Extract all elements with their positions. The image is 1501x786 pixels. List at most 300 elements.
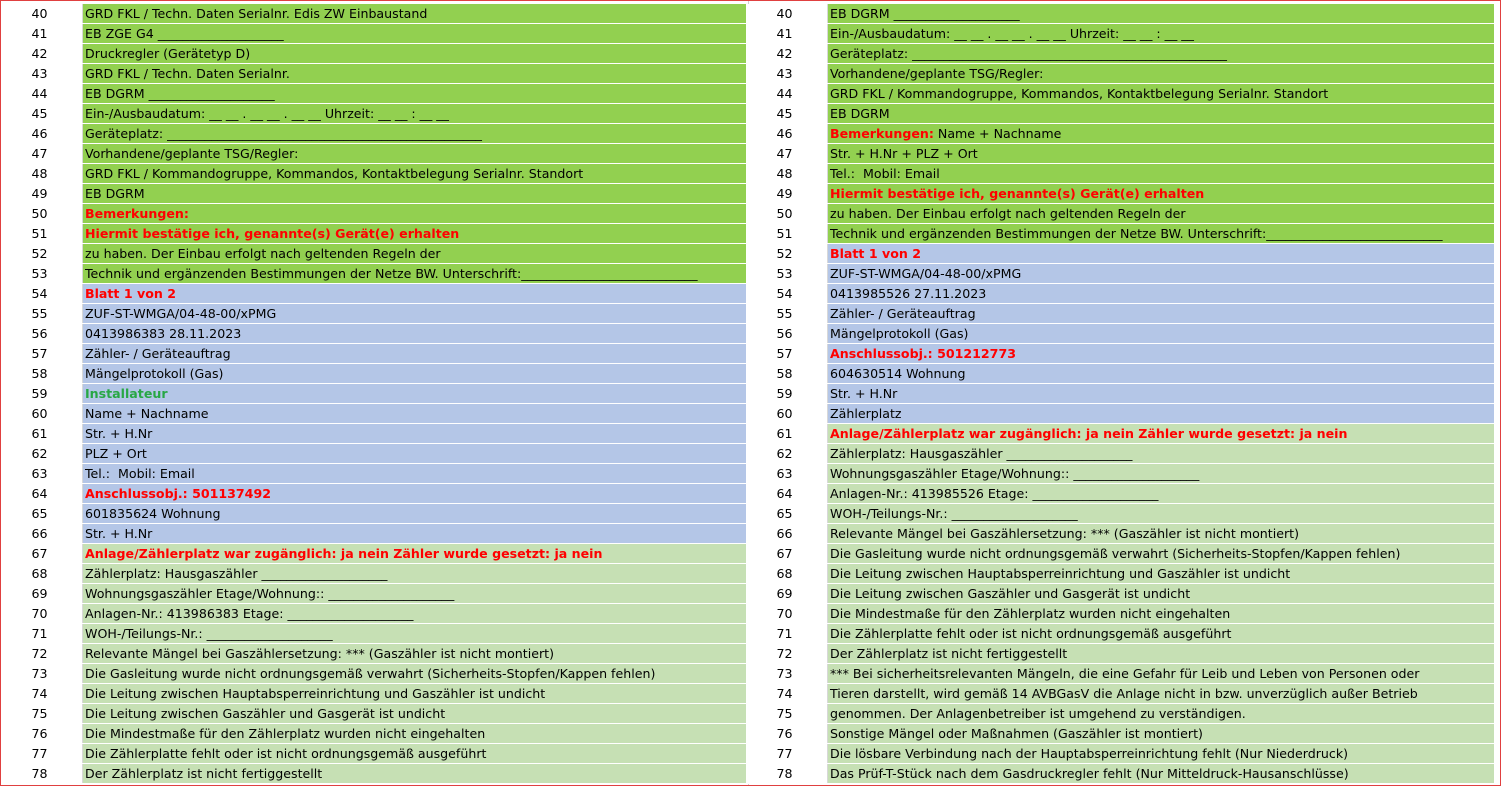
table-cell[interactable] <box>828 684 1494 703</box>
cell-text: 0413986383 28.11.2023 <box>85 326 242 341</box>
table-row[interactable] <box>746 64 1494 84</box>
table-cell[interactable] <box>83 744 749 763</box>
table-cell[interactable] <box>83 464 749 483</box>
cell-text: Name + Nachname <box>933 126 1062 141</box>
table-cell[interactable] <box>828 424 1494 443</box>
table-cell[interactable] <box>828 704 1494 723</box>
cell-text: EB ZGE G4 ____________________ <box>85 26 284 41</box>
cell-text: Str. + H.Nr <box>830 386 898 401</box>
table-row[interactable] <box>1 184 749 204</box>
table-row[interactable] <box>1 684 749 704</box>
cell-text: Zähler- / Geräteauftrag <box>85 346 231 361</box>
row-number[interactable]: 71 <box>1 624 83 643</box>
table-row[interactable] <box>746 584 1494 604</box>
row-number[interactable]: 62 <box>746 444 828 463</box>
table-row[interactable] <box>1 304 749 324</box>
row-number[interactable]: 64 <box>746 484 828 503</box>
table-row[interactable] <box>746 424 1494 444</box>
cell-text: Tieren darstellt, wird gemäß 14 AVBGasV die Anlage nicht in bzw. unverzüglich außer Betrieb <box>830 686 1418 701</box>
cell-text: Wohnungsgaszähler Etage/Wohnung:: ____________________ <box>85 586 455 601</box>
row-number[interactable]: 42 <box>1 44 83 63</box>
row-number[interactable]: 50 <box>1 204 83 223</box>
cell-text: Zähler- / Geräteauftrag <box>830 306 976 321</box>
row-number[interactable]: 61 <box>1 424 83 443</box>
table-cell[interactable] <box>83 384 749 403</box>
cell-text: Die Leitung zwischen Gaszähler und Gasgerät ist undicht <box>830 586 1191 601</box>
cell-text: Bemerkungen: <box>85 206 189 221</box>
table-cell[interactable] <box>83 444 749 463</box>
table-row[interactable] <box>746 744 1494 764</box>
row-number[interactable]: 68 <box>746 564 828 583</box>
table-cell[interactable] <box>828 404 1494 423</box>
row-number[interactable]: 42 <box>746 44 828 63</box>
row-number[interactable]: 66 <box>746 524 828 543</box>
table-row[interactable] <box>1 444 749 464</box>
table-cell[interactable] <box>83 44 749 63</box>
table-row[interactable] <box>1 524 749 544</box>
cell-text: 604630514 Wohnung <box>830 366 966 381</box>
table-cell[interactable] <box>828 544 1494 563</box>
table-row[interactable] <box>1 544 749 564</box>
table-row[interactable] <box>1 164 749 184</box>
table-cell[interactable] <box>828 764 1494 783</box>
table-row[interactable] <box>1 104 749 124</box>
cell-text: Blatt 1 von 2 <box>85 286 176 301</box>
cell-text: Blatt 1 von 2 <box>830 246 921 261</box>
cell-text: EB DGRM ____________________ <box>85 86 275 101</box>
cell-text: Relevante Mängel bei Gaszählersetzung: *** (Gaszähler ist nicht montiert) <box>830 526 1299 541</box>
row-number[interactable]: 54 <box>1 284 83 303</box>
table-cell[interactable] <box>83 504 749 523</box>
cell-text: Bemerkungen: <box>830 126 934 141</box>
table-cell[interactable] <box>828 284 1494 303</box>
table-cell[interactable] <box>828 144 1494 163</box>
cell-text: Name + Nachname <box>85 406 209 421</box>
table-cell[interactable] <box>83 404 749 423</box>
row-number[interactable]: 61 <box>746 424 828 443</box>
row-number[interactable]: 68 <box>1 564 83 583</box>
table-cell[interactable] <box>828 4 1494 23</box>
row-number[interactable]: 63 <box>1 464 83 483</box>
cell-text: Druckregler (Gerätetyp D) <box>85 46 251 61</box>
table-row[interactable] <box>746 44 1494 64</box>
cell-text: Zählerplatz <box>830 406 902 421</box>
table-cell[interactable] <box>83 764 749 783</box>
row-number[interactable]: 71 <box>746 624 828 643</box>
table-cell[interactable] <box>828 564 1494 583</box>
table-row[interactable] <box>746 84 1494 104</box>
table-row[interactable] <box>746 324 1494 344</box>
table-row[interactable] <box>1 384 749 404</box>
cell-text: GRD FKL / Kommandogruppe, Kommandos, Kontaktbelegung Serialnr. Standort <box>830 86 1329 101</box>
row-number[interactable]: 78 <box>746 764 828 783</box>
cell-text: Mängelprotokoll (Gas) <box>85 366 224 381</box>
table-cell[interactable] <box>83 524 749 543</box>
table-cell[interactable] <box>828 224 1494 243</box>
row-number[interactable]: 54 <box>746 284 828 303</box>
table-cell[interactable] <box>83 704 749 723</box>
row-number[interactable]: 77 <box>746 744 828 763</box>
row-number[interactable]: 63 <box>746 464 828 483</box>
row-number[interactable]: 55 <box>746 304 828 323</box>
cell-text: genommen. Der Anlagenbetreiber ist umgehend zu verständigen. <box>830 706 1246 721</box>
table-cell[interactable] <box>828 624 1494 643</box>
table-row[interactable] <box>1 744 749 764</box>
cell-text: Die Leitung zwischen Gaszähler und Gasgerät ist undicht <box>85 706 446 721</box>
table-cell[interactable] <box>828 584 1494 603</box>
table-cell[interactable] <box>83 264 749 283</box>
table-cell[interactable] <box>828 84 1494 103</box>
table-row[interactable] <box>1 664 749 684</box>
row-number[interactable]: 47 <box>1 144 83 163</box>
row-number[interactable]: 62 <box>1 444 83 463</box>
cell-text: Anlage/Zählerplatz war zugänglich: ja nein Zähler wurde gesetzt: ja nein <box>830 426 1348 441</box>
table-cell[interactable] <box>83 544 749 563</box>
table-cell[interactable] <box>828 464 1494 483</box>
row-number[interactable]: 43 <box>746 64 828 83</box>
row-number[interactable]: 60 <box>746 404 828 423</box>
row-number[interactable]: 43 <box>1 64 83 83</box>
table-row[interactable] <box>746 564 1494 584</box>
table-row[interactable] <box>1 24 749 44</box>
row-number[interactable]: 47 <box>746 144 828 163</box>
table-cell[interactable] <box>83 24 749 43</box>
table-row[interactable] <box>746 364 1494 384</box>
row-number[interactable]: 51 <box>746 224 828 243</box>
table-cell[interactable] <box>83 64 749 83</box>
table-row[interactable] <box>746 244 1494 264</box>
table-row[interactable] <box>746 24 1494 44</box>
table-row[interactable] <box>746 524 1494 544</box>
table-cell[interactable] <box>83 164 749 183</box>
table-row[interactable] <box>746 384 1494 404</box>
table-cell[interactable] <box>83 664 749 683</box>
cell-text: Zählerplatz: Hausgaszähler ____________________ <box>830 446 1133 461</box>
table-row[interactable] <box>1 484 749 504</box>
table-row[interactable] <box>1 224 749 244</box>
cell-text: Die Zählerplatte fehlt oder ist nicht ordnungsgemäß ausgeführt <box>85 746 487 761</box>
cell-text: Technik und ergänzenden Bestimmungen der Netze BW. Unterschrift:____________________________ <box>85 266 698 281</box>
cell-text: Die Leitung zwischen Hauptabsperreinrichtung und Gaszähler ist undicht <box>85 686 546 701</box>
table-row[interactable] <box>746 4 1494 24</box>
row-number[interactable]: 44 <box>1 84 83 103</box>
row-number[interactable]: 57 <box>1 344 83 363</box>
table-row[interactable] <box>1 324 749 344</box>
row-number[interactable]: 75 <box>1 704 83 723</box>
table-row[interactable] <box>1 504 749 524</box>
cell-text: EB DGRM ____________________ <box>830 6 1020 21</box>
cell-text: Hiermit bestätige ich, genannte(s) Gerät(e) erhalten <box>85 226 460 241</box>
table-row[interactable] <box>746 464 1494 484</box>
cell-text: Technik und ergänzenden Bestimmungen der Netze BW. Unterschrift:____________________________ <box>830 226 1443 241</box>
table-cell[interactable] <box>83 184 749 203</box>
cell-text: Die Mindestmaße für den Zählerplatz wurden nicht eingehalten <box>830 606 1231 621</box>
table-cell[interactable] <box>83 124 749 143</box>
cell-text: Anschlussobj.: 501137492 <box>85 486 271 501</box>
cell-text: Die Gasleitung wurde nicht ordnungsgemäß verwahrt (Sicherheits-Stopfen/Kappen fehlen) <box>85 666 656 681</box>
row-number[interactable]: 55 <box>1 304 83 323</box>
table-cell[interactable] <box>83 224 749 243</box>
cell-text: Mängelprotokoll (Gas) <box>830 326 969 341</box>
table-cell[interactable] <box>83 364 749 383</box>
table-cell[interactable] <box>83 724 749 743</box>
cell-text: Hiermit bestätige ich, genannte(s) Gerät(e) erhalten <box>830 186 1205 201</box>
table-cell[interactable] <box>828 64 1494 83</box>
table-row[interactable] <box>746 344 1494 364</box>
row-number[interactable]: 56 <box>1 324 83 343</box>
cell-text: EB DGRM <box>85 186 145 201</box>
table-row[interactable] <box>746 624 1494 644</box>
table-row[interactable] <box>746 204 1494 224</box>
table-row[interactable] <box>1 204 749 224</box>
table-row[interactable] <box>746 164 1494 184</box>
row-number[interactable]: 64 <box>1 484 83 503</box>
row-number[interactable]: 73 <box>1 664 83 683</box>
table-row[interactable] <box>746 264 1494 284</box>
table-row[interactable] <box>1 584 749 604</box>
row-number[interactable]: 45 <box>1 104 83 123</box>
table-cell[interactable] <box>83 604 749 623</box>
cell-text: Relevante Mängel bei Gaszählersetzung: *** (Gaszähler ist nicht montiert) <box>85 646 554 661</box>
table-cell[interactable] <box>828 604 1494 623</box>
table-cell[interactable] <box>83 4 749 23</box>
cell-text: *** Bei sicherheitsrelevanten Mängeln, die eine Gefahr für Leib und Leben von Personen oder <box>830 666 1420 681</box>
row-number[interactable]: 41 <box>1 24 83 43</box>
cell-text: Wohnungsgaszähler Etage/Wohnung:: ____________________ <box>830 466 1200 481</box>
table-row[interactable] <box>746 504 1494 524</box>
cell-text: Sonstige Mängel oder Maßnahmen (Gaszähler ist montiert) <box>830 726 1203 741</box>
cell-text: Anlagen-Nr.: 413986383 Etage: ____________________ <box>85 606 414 621</box>
table-cell[interactable] <box>83 644 749 663</box>
cell-text: Zählerplatz: Hausgaszähler ____________________ <box>85 566 388 581</box>
row-number[interactable]: 40 <box>1 4 83 23</box>
table-row[interactable] <box>1 284 749 304</box>
row-number[interactable]: 49 <box>746 184 828 203</box>
row-number[interactable]: 45 <box>746 104 828 123</box>
table-cell[interactable] <box>828 384 1494 403</box>
row-number[interactable]: 67 <box>1 544 83 563</box>
row-number[interactable]: 46 <box>746 124 828 143</box>
row-number[interactable]: 72 <box>746 644 828 663</box>
row-number[interactable]: 41 <box>746 24 828 43</box>
row-number[interactable]: 69 <box>746 584 828 603</box>
cell-text: Tel.: Mobil: Email <box>830 166 940 181</box>
table-row[interactable] <box>746 684 1494 704</box>
row-number[interactable]: 76 <box>1 724 83 743</box>
table-cell[interactable] <box>83 104 749 123</box>
cell-text: Die Leitung zwischen Hauptabsperreinrichtung und Gaszähler ist undicht <box>830 566 1291 581</box>
cell-text: PLZ + Ort <box>85 446 147 461</box>
row-number[interactable]: 58 <box>1 364 83 383</box>
table-row[interactable] <box>746 104 1494 124</box>
row-number[interactable]: 70 <box>746 604 828 623</box>
cell-text: ZUF-ST-WMGA/04-48-00/xPMG <box>85 306 277 321</box>
table-row[interactable] <box>1 404 749 424</box>
row-number[interactable]: 40 <box>746 4 828 23</box>
table-row[interactable] <box>1 464 749 484</box>
row-number[interactable]: 56 <box>746 324 828 343</box>
row-number[interactable]: 53 <box>1 264 83 283</box>
table-cell[interactable] <box>828 164 1494 183</box>
row-number[interactable]: 74 <box>746 684 828 703</box>
cell-text: Der Zählerplatz ist nicht fertiggestellt <box>85 766 323 781</box>
table-row[interactable] <box>746 144 1494 164</box>
table-cell[interactable] <box>828 204 1494 223</box>
table-row[interactable] <box>1 44 749 64</box>
table-cell[interactable] <box>83 324 749 343</box>
table-cell[interactable] <box>83 684 749 703</box>
cell-text: zu haben. Der Einbau erfolgt nach geltenden Regeln der <box>85 246 441 261</box>
row-number[interactable]: 66 <box>1 524 83 543</box>
cell-text: Str. + H.Nr <box>85 526 153 541</box>
table-cell[interactable] <box>83 344 749 363</box>
cell-text: Vorhandene/geplante TSG/Regler: <box>830 66 1044 81</box>
table-cell[interactable] <box>83 144 749 163</box>
row-number[interactable]: 60 <box>1 404 83 423</box>
cell-text: Ein-/Ausbaudatum: __ __ . __ __ . __ __ Uhrzeit: __ __ : __ __ <box>85 106 449 121</box>
row-number[interactable]: 44 <box>746 84 828 103</box>
table-row[interactable] <box>746 284 1494 304</box>
table-cell[interactable] <box>828 324 1494 343</box>
row-number[interactable]: 65 <box>746 504 828 523</box>
table-row[interactable] <box>1 144 749 164</box>
table-cell[interactable] <box>828 304 1494 323</box>
row-number[interactable]: 70 <box>1 604 83 623</box>
table-cell[interactable] <box>828 644 1494 663</box>
table-cell[interactable] <box>828 124 1494 143</box>
row-number[interactable]: 75 <box>746 704 828 723</box>
row-number[interactable]: 59 <box>1 384 83 403</box>
row-number[interactable]: 46 <box>1 124 83 143</box>
table-cell[interactable] <box>828 184 1494 203</box>
cell-text: Ein-/Ausbaudatum: __ __ . __ __ . __ __ Uhrzeit: __ __ : __ __ <box>830 26 1194 41</box>
row-number[interactable]: 52 <box>1 244 83 263</box>
table-row[interactable] <box>1 604 749 624</box>
table-row[interactable] <box>1 764 749 784</box>
table-row[interactable] <box>746 404 1494 424</box>
table-cell[interactable] <box>828 524 1494 543</box>
table-row[interactable] <box>1 84 749 104</box>
table-row[interactable] <box>1 724 749 744</box>
row-number[interactable]: 69 <box>1 584 83 603</box>
row-number[interactable]: 72 <box>1 644 83 663</box>
table-row[interactable] <box>1 644 749 664</box>
table-row[interactable] <box>746 184 1494 204</box>
table-cell[interactable] <box>828 104 1494 123</box>
cell-text: Das Prüf-T-Stück nach dem Gasdruckregler fehlt (Nur Mitteldruck-Hausanschlüsse) <box>830 766 1349 781</box>
row-number[interactable]: 50 <box>746 204 828 223</box>
table-cell[interactable] <box>83 244 749 263</box>
row-number[interactable]: 48 <box>746 164 828 183</box>
cell-text: GRD FKL / Techn. Daten Serialnr. <box>85 66 290 81</box>
row-number[interactable]: 49 <box>1 184 83 203</box>
table-row[interactable] <box>746 664 1494 684</box>
row-number[interactable]: 53 <box>746 264 828 283</box>
table-cell[interactable] <box>828 744 1494 763</box>
row-number[interactable]: 51 <box>1 224 83 243</box>
table-row[interactable] <box>1 624 749 644</box>
table-cell[interactable] <box>83 304 749 323</box>
cell-text: Tel.: Mobil: Email <box>85 466 195 481</box>
table-cell[interactable] <box>828 344 1494 363</box>
table-row[interactable] <box>746 764 1494 784</box>
table-cell[interactable] <box>83 584 749 603</box>
table-cell[interactable] <box>828 264 1494 283</box>
table-row[interactable] <box>1 4 749 24</box>
table-row[interactable] <box>1 424 749 444</box>
cell-text: GRD FKL / Kommandogruppe, Kommandos, Kontaktbelegung Serialnr. Standort <box>85 166 584 181</box>
table-row[interactable] <box>746 484 1494 504</box>
table-cell[interactable] <box>828 724 1494 743</box>
table-row[interactable] <box>746 544 1494 564</box>
cell-text: Installateur <box>85 386 168 401</box>
cell-text: 0413985526 27.11.2023 <box>830 286 987 301</box>
table-cell[interactable] <box>83 424 749 443</box>
table-row[interactable] <box>746 644 1494 664</box>
table-row[interactable] <box>1 364 749 384</box>
cell-text: 601835624 Wohnung <box>85 506 221 521</box>
table-cell[interactable] <box>828 664 1494 683</box>
table-row[interactable] <box>1 244 749 264</box>
table-cell[interactable] <box>83 624 749 643</box>
table-cell[interactable] <box>828 244 1494 263</box>
table-cell[interactable] <box>83 84 749 103</box>
table-cell[interactable] <box>828 364 1494 383</box>
table-row[interactable] <box>746 724 1494 744</box>
cell-text: ZUF-ST-WMGA/04-48-00/xPMG <box>830 266 1022 281</box>
row-number[interactable]: 58 <box>746 364 828 383</box>
cell-text: Vorhandene/geplante TSG/Regler: <box>85 146 299 161</box>
row-number[interactable]: 52 <box>746 244 828 263</box>
table-row[interactable] <box>746 224 1494 244</box>
row-number[interactable]: 67 <box>746 544 828 563</box>
table-cell[interactable] <box>828 24 1494 43</box>
row-number[interactable]: 77 <box>1 744 83 763</box>
table-cell[interactable] <box>828 504 1494 523</box>
row-number[interactable]: 76 <box>746 724 828 743</box>
table-row[interactable] <box>1 264 749 284</box>
cell-text: Str. + H.Nr <box>85 426 153 441</box>
table-row[interactable] <box>746 124 1494 144</box>
table-row[interactable] <box>1 564 749 584</box>
cell-text: Die lösbare Verbindung nach der Hauptabsperreinrichtung fehlt (Nur Niederdruck) <box>830 746 1349 761</box>
table-row[interactable] <box>1 344 749 364</box>
table-row[interactable] <box>1 704 749 724</box>
table-row[interactable] <box>746 704 1494 724</box>
table-row[interactable] <box>746 604 1494 624</box>
row-number[interactable]: 57 <box>746 344 828 363</box>
table-cell[interactable] <box>83 484 749 503</box>
table-row[interactable] <box>1 124 749 144</box>
table-cell[interactable] <box>828 444 1494 463</box>
table-row[interactable] <box>746 444 1494 464</box>
table-cell[interactable] <box>83 204 749 223</box>
cell-text: Geräteplatz: __________________________________________________ <box>85 126 482 141</box>
cell-text: Anlage/Zählerplatz war zugänglich: ja nein Zähler wurde gesetzt: ja nein <box>85 546 603 561</box>
row-number[interactable]: 78 <box>1 764 83 783</box>
row-number[interactable]: 65 <box>1 504 83 523</box>
row-number[interactable]: 73 <box>746 664 828 683</box>
row-number[interactable]: 74 <box>1 684 83 703</box>
table-cell[interactable] <box>828 484 1494 503</box>
table-row[interactable] <box>1 64 749 84</box>
table-cell[interactable] <box>83 284 749 303</box>
row-number[interactable]: 59 <box>746 384 828 403</box>
table-cell[interactable] <box>83 564 749 583</box>
table-row[interactable] <box>746 304 1494 324</box>
row-number[interactable]: 48 <box>1 164 83 183</box>
table-cell[interactable] <box>828 44 1494 63</box>
